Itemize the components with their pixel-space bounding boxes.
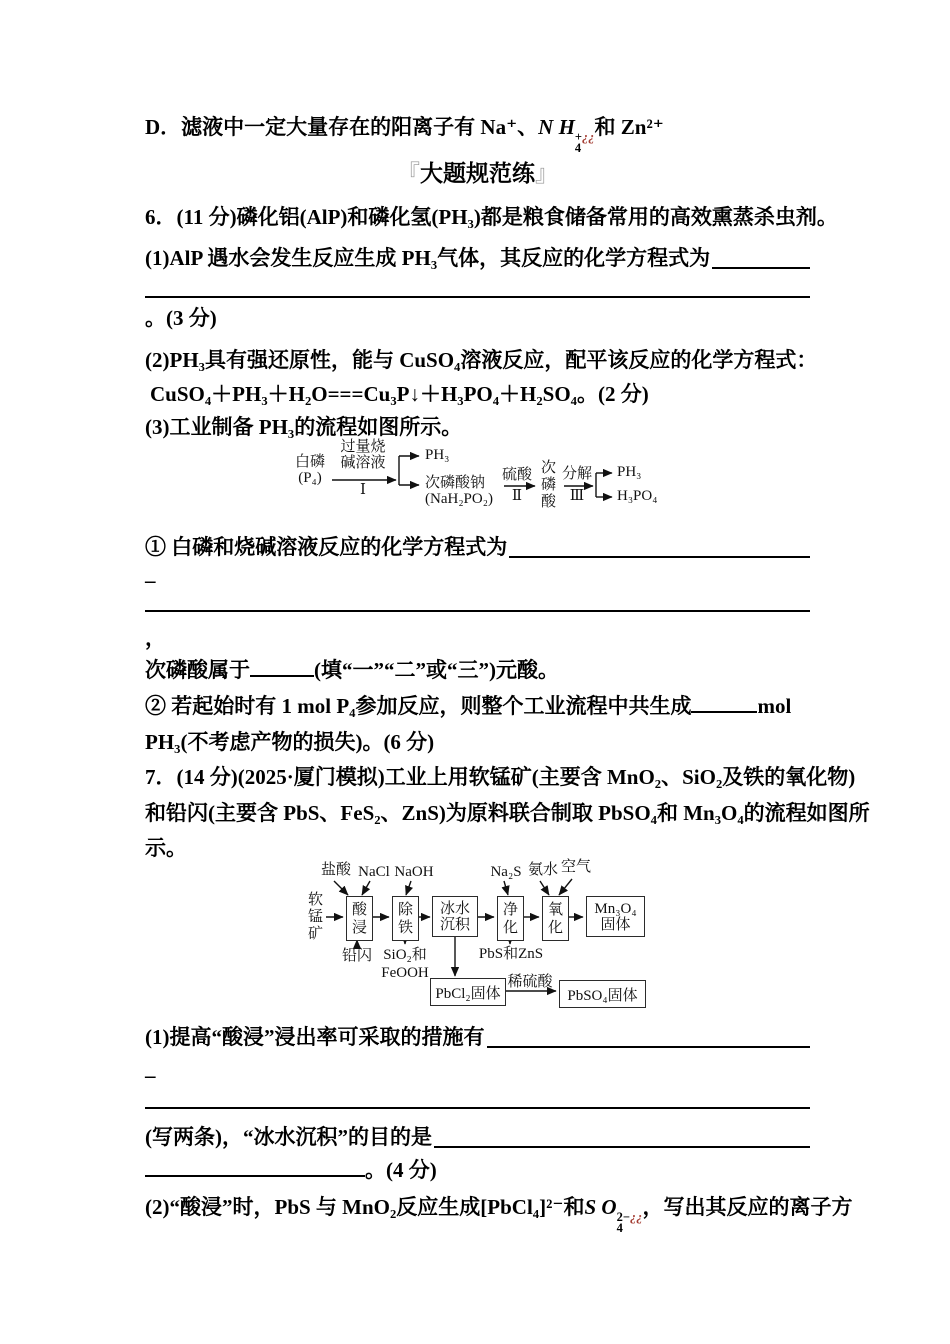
diagram1-step1-reagent [330, 439, 396, 471]
product-box-pbso4 [559, 980, 646, 1008]
step1-reagent-line1: 过量烧 [340, 439, 386, 455]
q6-sub1b-line [145, 655, 810, 685]
acid-leach-label: 酸浸 [351, 901, 367, 936]
nh4-scripts [575, 132, 595, 154]
so4-subscript: 4 [616, 1221, 623, 1235]
q7-part1-end-line [145, 1155, 810, 1185]
q6-part2-intro: (2)PH₃具有强还原性，能与 CuSO₄溶液反应，配平该反应的化学方程式： [145, 348, 818, 372]
nh4-subscript: 4 [574, 141, 582, 155]
input-air: 空气 [560, 859, 591, 875]
q7-part2-line [145, 1192, 853, 1235]
answer-blank [509, 532, 810, 558]
pbso4-mn3o4-flow-diagram [300, 858, 655, 1010]
q6-stem: 6．(11 分)磷化铝(AlP)和磷化氢(PH₃)都是粮食储备常用的高效熏蒸杀虫剂。 [145, 205, 838, 229]
oxidize-label: 氧化 [547, 901, 563, 936]
q7-part2-pre: (2)“酸浸”时，PbS 与 MnO₂反应生成[PbCl₄]²⁻和 [145, 1195, 585, 1219]
diagram1-step3-label: 分解 [561, 466, 592, 482]
so4-ion-formula [584, 1195, 643, 1235]
process-box-purify [497, 896, 524, 941]
residue-pbs-zns: PbS和ZnS [478, 946, 544, 962]
option-d-text: D．滤液中一定大量存在的阳离子有 Na⁺、 [145, 115, 539, 139]
input-naoh: NaOH [394, 864, 434, 880]
nh4-charge: + [574, 130, 583, 144]
q6-sub1b-post: (填“一”“二”或“三”)元酸。 [314, 658, 559, 682]
mn3o4-solid-label: 固体 [600, 916, 631, 933]
diagram1-step1-number: Ⅰ [360, 482, 366, 498]
q6-sub1-text: ① 白磷和烧碱溶液反应的化学方程式为 [145, 535, 508, 559]
q7-stem-line2: 和铅闪(主要含 PbS、FeS₂、ZnS)为原料联合制取 PbSO₄和 Mn₃O₄的流程如图所 [145, 801, 870, 825]
option-d-line [145, 112, 810, 154]
purify-label: 净化 [502, 901, 518, 936]
diagram1-output-hypophosphite [425, 475, 493, 507]
answer-blank [145, 1156, 365, 1177]
nh4-ion-formula [538, 115, 595, 155]
input-galena: 铅闪 [341, 948, 372, 964]
q7-part1-mid-line [145, 1122, 810, 1152]
process-box-ice-precipitate [432, 896, 478, 937]
section-header [145, 158, 810, 188]
so4-charge: 2− [616, 1210, 630, 1224]
feed-formula: (P₄) [298, 470, 322, 486]
ice-label-line2: 沉积 [439, 916, 470, 933]
nh4-render-error: ¿¿ [582, 130, 595, 144]
diagram1-feed-label [288, 454, 332, 486]
q6-part3: (3)工业制备 PH₃的流程如图所示。 [145, 415, 463, 439]
dilute-sulfuric-acid-label: 稀硫酸 [507, 974, 553, 990]
diagram1-end-h3po4: H₃PO₄ [617, 488, 658, 504]
process-box-oxidize [542, 896, 569, 941]
q7-stem-line3: 示。 [145, 836, 187, 860]
diagram1-output-ph3: PH₃ [425, 447, 450, 463]
product-box-mn3o4 [586, 896, 645, 937]
residue-line2: FeOOH [381, 965, 429, 981]
ph3-flow-diagram [288, 440, 668, 518]
residue-sio2-feooh [376, 946, 434, 982]
option-d-suffix: 和 Zn²⁺ [594, 115, 664, 139]
input-ammonia: 氨水 [527, 862, 558, 878]
answer-blank [712, 243, 810, 269]
header-left-bracket: 『 [397, 160, 420, 186]
nh4-base: N H [538, 115, 575, 139]
input-hcl: 盐酸 [320, 862, 351, 878]
q7-part1-end-text: 。(4 分) [365, 1158, 437, 1182]
mn3o4-formula: Mn₃O₄ [594, 900, 637, 917]
q7-part1-mid-text: (写两条)，“冰水沉积”的目的是 [145, 1125, 432, 1149]
q6-sub2-pre: ② 若起始时有 1 mol P₄参加反应，则整个工业流程中共生成 [145, 694, 692, 718]
so4-scripts [617, 1212, 643, 1234]
step1-reagent-line2: 碱溶液 [340, 455, 386, 471]
process-box-remove-iron [392, 896, 419, 941]
q6-sub2-unit: mol [757, 694, 792, 718]
q6-part1-line [145, 243, 810, 273]
q7-part1-text: (1)提高“酸浸”浸出率可采取的措施有 [145, 1025, 485, 1049]
input-na2s: Na₂S [490, 864, 522, 880]
diagram1-end-ph3: PH₃ [617, 464, 642, 480]
q6-sub2-line [145, 691, 810, 721]
answer-blank [434, 1122, 810, 1148]
header-title-strong: 大题 [420, 160, 466, 186]
answer-blank-full-line [145, 610, 810, 612]
q7-stem-line1: 7．(14 分)(2025·厦门模拟)工业上用软锰矿(主要含 MnO₂、SiO₂及铁的氧化物) [145, 765, 856, 789]
wrap-dash-2: – [145, 1063, 156, 1087]
diagram1-mid-product: 次磷酸 [540, 460, 556, 510]
q7-part1-line [145, 1022, 810, 1052]
answer-blank [691, 692, 757, 713]
pbso4-label: PbSO₄固体 [567, 987, 638, 1004]
so4-base: S O [584, 1195, 617, 1219]
wrap-comma: ， [145, 626, 166, 650]
q6-part1-text: (1)AlP 遇水会发生反应生成 PH₃气体，其反应的化学方程式为 [145, 246, 711, 270]
q6-sub1b-pre: 次磷酸属于 [145, 658, 250, 682]
feed-pyrolusite: 软锰矿 [307, 892, 323, 942]
q6-sub2-line2: PH₃(不考虑产物的损失)。(6 分) [145, 730, 435, 754]
hypophosphite-name: 次磷酸钠 [425, 475, 486, 491]
answer-blank [250, 656, 314, 677]
feed-name: 白磷 [294, 454, 325, 470]
remove-iron-label: 除铁 [397, 901, 413, 936]
diagram1-step2-number: Ⅱ [511, 488, 523, 504]
ice-label-line1: 冰水 [439, 900, 470, 917]
input-nacl: NaCl [358, 864, 390, 880]
process-box-acid-leach [346, 896, 373, 941]
header-right-bracket: 』 [535, 160, 558, 186]
answer-blank-full-line [145, 1107, 810, 1109]
pbcl2-label: PbCl₂固体 [435, 985, 501, 1002]
q6-sub1-line [145, 532, 810, 562]
answer-blank-full-line [145, 296, 810, 298]
q6-part1-end: 。(3 分) [145, 306, 217, 330]
wrap-dash: – [145, 568, 156, 592]
diagram1-step2-reagent: 硫酸 [501, 467, 532, 483]
so4-render-error: ¿¿ [629, 1210, 643, 1224]
hypophosphite-formula: (NaH₂PO₂) [425, 491, 493, 507]
q7-part2-post: ，写出其反应的离子方 [642, 1195, 853, 1219]
q6-part2-equation: CuSO₄＋PH₃＋H₂O===Cu₃P↓＋H₃PO₄＋H₂SO₄。(2 分) [150, 382, 649, 406]
header-title-rest: 规范练 [466, 160, 535, 186]
diagram1-step3-number: Ⅲ [569, 488, 585, 504]
answer-blank [487, 1022, 811, 1048]
product-box-pbcl2 [430, 978, 506, 1006]
residue-line1: SiO₂和 [383, 947, 427, 963]
